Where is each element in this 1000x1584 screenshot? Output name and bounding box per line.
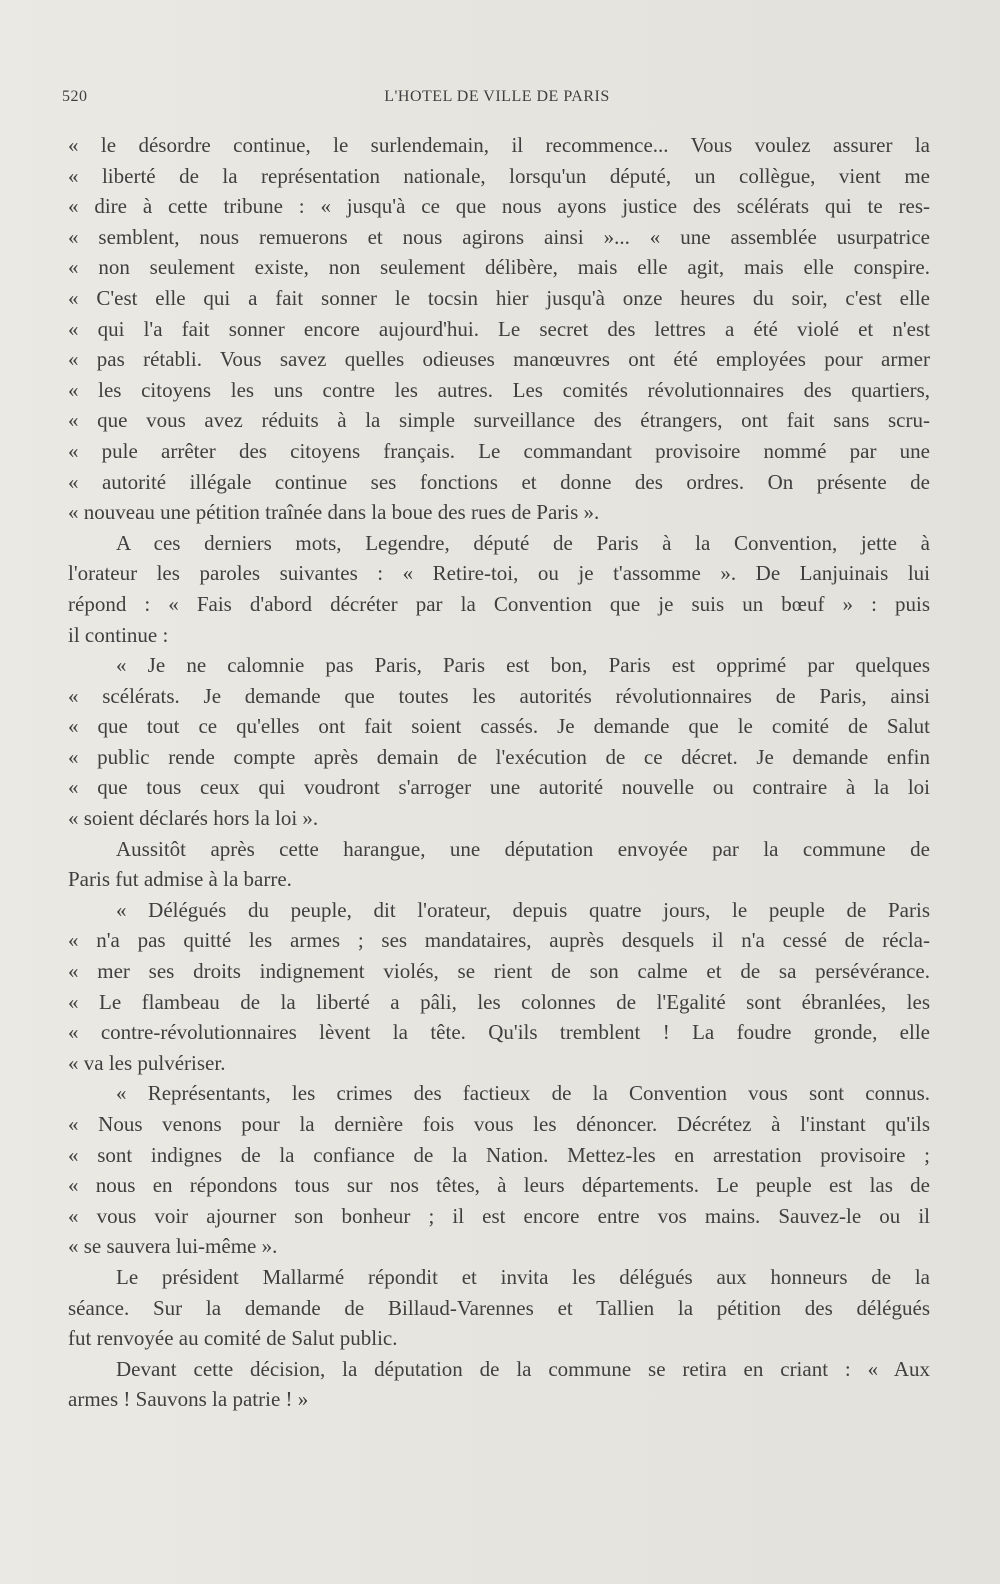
text-line: « Nous venons pour la dernière fois vous les dénoncer. Décrétez à l'instant qu'ils: [68, 1112, 930, 1136]
text-line: Le président Mallarmé répondit et invita les délégués aux honneurs de la: [116, 1264, 930, 1289]
text-line: « vous voir ajourner son bonheur ; il est encore entre vos mains. Sauvez-le ou il: [68, 1203, 930, 1228]
text-line: « Représentants, les crimes des factieux de la Convention vous sont connus.: [116, 1081, 930, 1106]
text-line: « se sauvera lui-même ».: [68, 1234, 278, 1259]
text-line: « n'a pas quitté les armes ; ses mandataires, auprès desquels il n'a cessé de récla-: [68, 928, 930, 953]
text-line: « les citoyens les uns contre les autres. Les comités révolutionnaires des quartiers,: [68, 377, 930, 402]
page-number: 520: [62, 88, 88, 105]
text-line: « nouveau une pétition traînée dans la boue des rues de Paris ».: [68, 500, 600, 525]
text-line: « autorité illégale continue ses fonctions et donne des ordres. On présente de: [68, 469, 930, 494]
text-line: « Délégués du peuple, dit l'orateur, depuis quatre jours, le peuple de Paris: [116, 897, 930, 922]
text-line: « qui l'a fait sonner encore aujourd'hui. Le secret des lettres a été violé et n'est: [68, 316, 930, 341]
text-line: séance. Sur la demande de Billaud-Varennes et Tallien la pétition des délégués: [68, 1295, 930, 1320]
text-line: « dire à cette tribune : « jusqu'à ce que nous ayons justice des scélérats qui te res-: [68, 194, 930, 219]
text-line: l'orateur les paroles suivantes : « Retire-toi, ou je t'assomme ». De Lanjuinais lui: [68, 561, 930, 586]
text-line: Devant cette décision, la députation de la commune se retira en criant : « Aux: [116, 1356, 930, 1381]
text-line: « public rende compte après demain de l'exécution de ce décret. Je demande enfin: [68, 744, 930, 769]
text-line: « va les pulvériser.: [68, 1050, 226, 1075]
text-line: « scélérats. Je demande que toutes les autorités révolutionnaires de Paris, ainsi: [68, 683, 930, 708]
text-line: « C'est elle qui a fait sonner le tocsin hier jusqu'à onze heures du soir, c'est elle: [68, 285, 930, 310]
text-line: armes ! Sauvons la patrie ! »: [68, 1387, 309, 1412]
text-line: il continue :: [68, 622, 169, 647]
text-line: « sont indignes de la confiance de la Nation. Mettez-les en arrestation provisoire ;: [68, 1142, 930, 1167]
text-line: répond : « Fais d'abord décréter par la Convention que je suis un bœuf » : puis: [68, 591, 930, 616]
body-text: [68, 130, 930, 1415]
text-line: Paris fut admise à la barre.: [68, 867, 292, 892]
text-line: « pule arrêter des citoyens français. Le commandant provisoire nommé par une: [68, 438, 930, 463]
text-line: « que vous avez réduits à la simple surveillance des étrangers, ont fait sans scru-: [68, 408, 930, 433]
text-line: « semblent, nous remuerons et nous agirons ainsi »... « une assemblée usurpatrice: [68, 224, 930, 249]
text-line: A ces derniers mots, Legendre, député de Paris à la Convention, jette à: [116, 530, 930, 555]
text-line: « que tout ce qu'elles ont fait soient cassés. Je demande que le comité de Salut: [68, 714, 930, 739]
running-head: [62, 88, 932, 110]
text-line: « mer ses droits indignement violés, se rient de son calme et de sa persévérance.: [68, 959, 930, 984]
text-line: « contre-révolutionnaires lèvent la tête. Qu'ils tremblent ! La foudre gronde, elle: [68, 1020, 930, 1045]
text-line: « liberté de la représentation nationale, lorsqu'un député, un collègue, vient me: [68, 163, 930, 188]
text-line: fut renvoyée au comité de Salut public.: [68, 1326, 398, 1351]
text-line: « Je ne calomnie pas Paris, Paris est bon, Paris est opprimé par quelques: [116, 653, 930, 678]
text-line: « nous en répondons tous sur nos têtes, à leurs départements. Le peuple est las de: [68, 1173, 930, 1198]
text-line: « que tous ceux qui voudront s'arroger une autorité nouvelle ou contraire à la loi: [68, 775, 930, 800]
text-line: « le désordre continue, le surlendemain, il recommence... Vous voulez assurer la: [68, 133, 930, 157]
text-line: « pas rétabli. Vous savez quelles odieuses manœuvres ont été employées pour armer: [68, 347, 930, 372]
text-line: « non seulement existe, non seulement délibère, mais elle agit, mais elle conspire.: [68, 255, 930, 280]
running-title: L'HOTEL DE VILLE DE PARIS: [384, 88, 610, 105]
text-line: « Le flambeau de la liberté a pâli, les colonnes de l'Egalité sont ébranlées, les: [68, 989, 930, 1014]
text-line: Aussitôt après cette harangue, une députation envoyée par la commune de: [116, 836, 930, 861]
text-line: « soient déclarés hors la loi ».: [68, 806, 319, 831]
